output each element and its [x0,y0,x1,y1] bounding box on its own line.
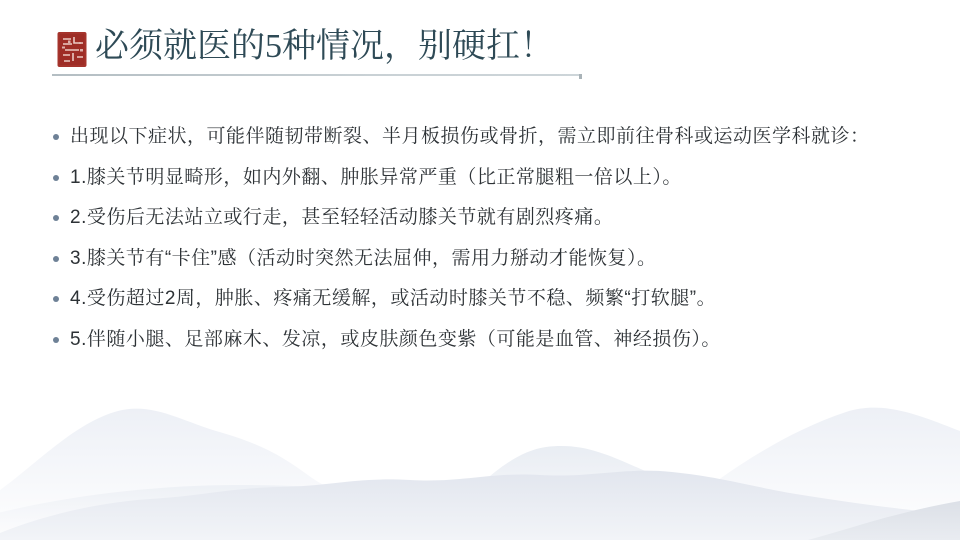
bullet-text: 2.受伤后无法站立或行走，甚至轻轻活动膝关节就有剧烈疼痛。 [70,207,614,228]
bullet-text: 3.膝关节有“卡住”感（活动时突然无法屈伸，需用力掰动才能恢复）。 [70,247,657,269]
title-divider [52,74,582,76]
bullet-dot-icon [53,256,59,262]
red-seal-stamp-icon [57,31,87,68]
bullet-dot-icon [53,175,59,181]
bullet-dot-icon [53,296,59,302]
bullet-dot-icon [53,134,59,140]
bullet-text: 1.膝关节明显畸形，如内外翻、肿胀异常严重（比正常腿粗一倍以上）。 [70,166,682,188]
mountains-decoration [0,385,960,540]
page-title: 必须就医的5种情况，别硬扛！ [95,28,554,65]
list-item [53,286,924,312]
bullet-dot-icon [53,337,59,343]
list-item [53,327,924,353]
bullet-text: 4.受伤超过2周，肿胀、疼痛无缓解，或活动时膝关节不稳、频繁“打软腿”。 [70,288,717,309]
bullet-text: 5.伴随小腿、足部麻木、发凉，或皮肤颜色变紫（可能是血管、神经损伤）。 [70,328,721,350]
bullet-text: 出现以下症状，可能伴随韧带断裂、半月板损伤或骨折，需立即前往骨科或运动医学科就诊： [70,126,870,147]
list-item [53,246,924,272]
bullet-dot-icon [53,215,59,221]
bullet-list [53,124,924,353]
list-item [53,124,924,150]
title-row [57,26,554,68]
list-item [53,205,924,231]
list-item [53,165,924,191]
